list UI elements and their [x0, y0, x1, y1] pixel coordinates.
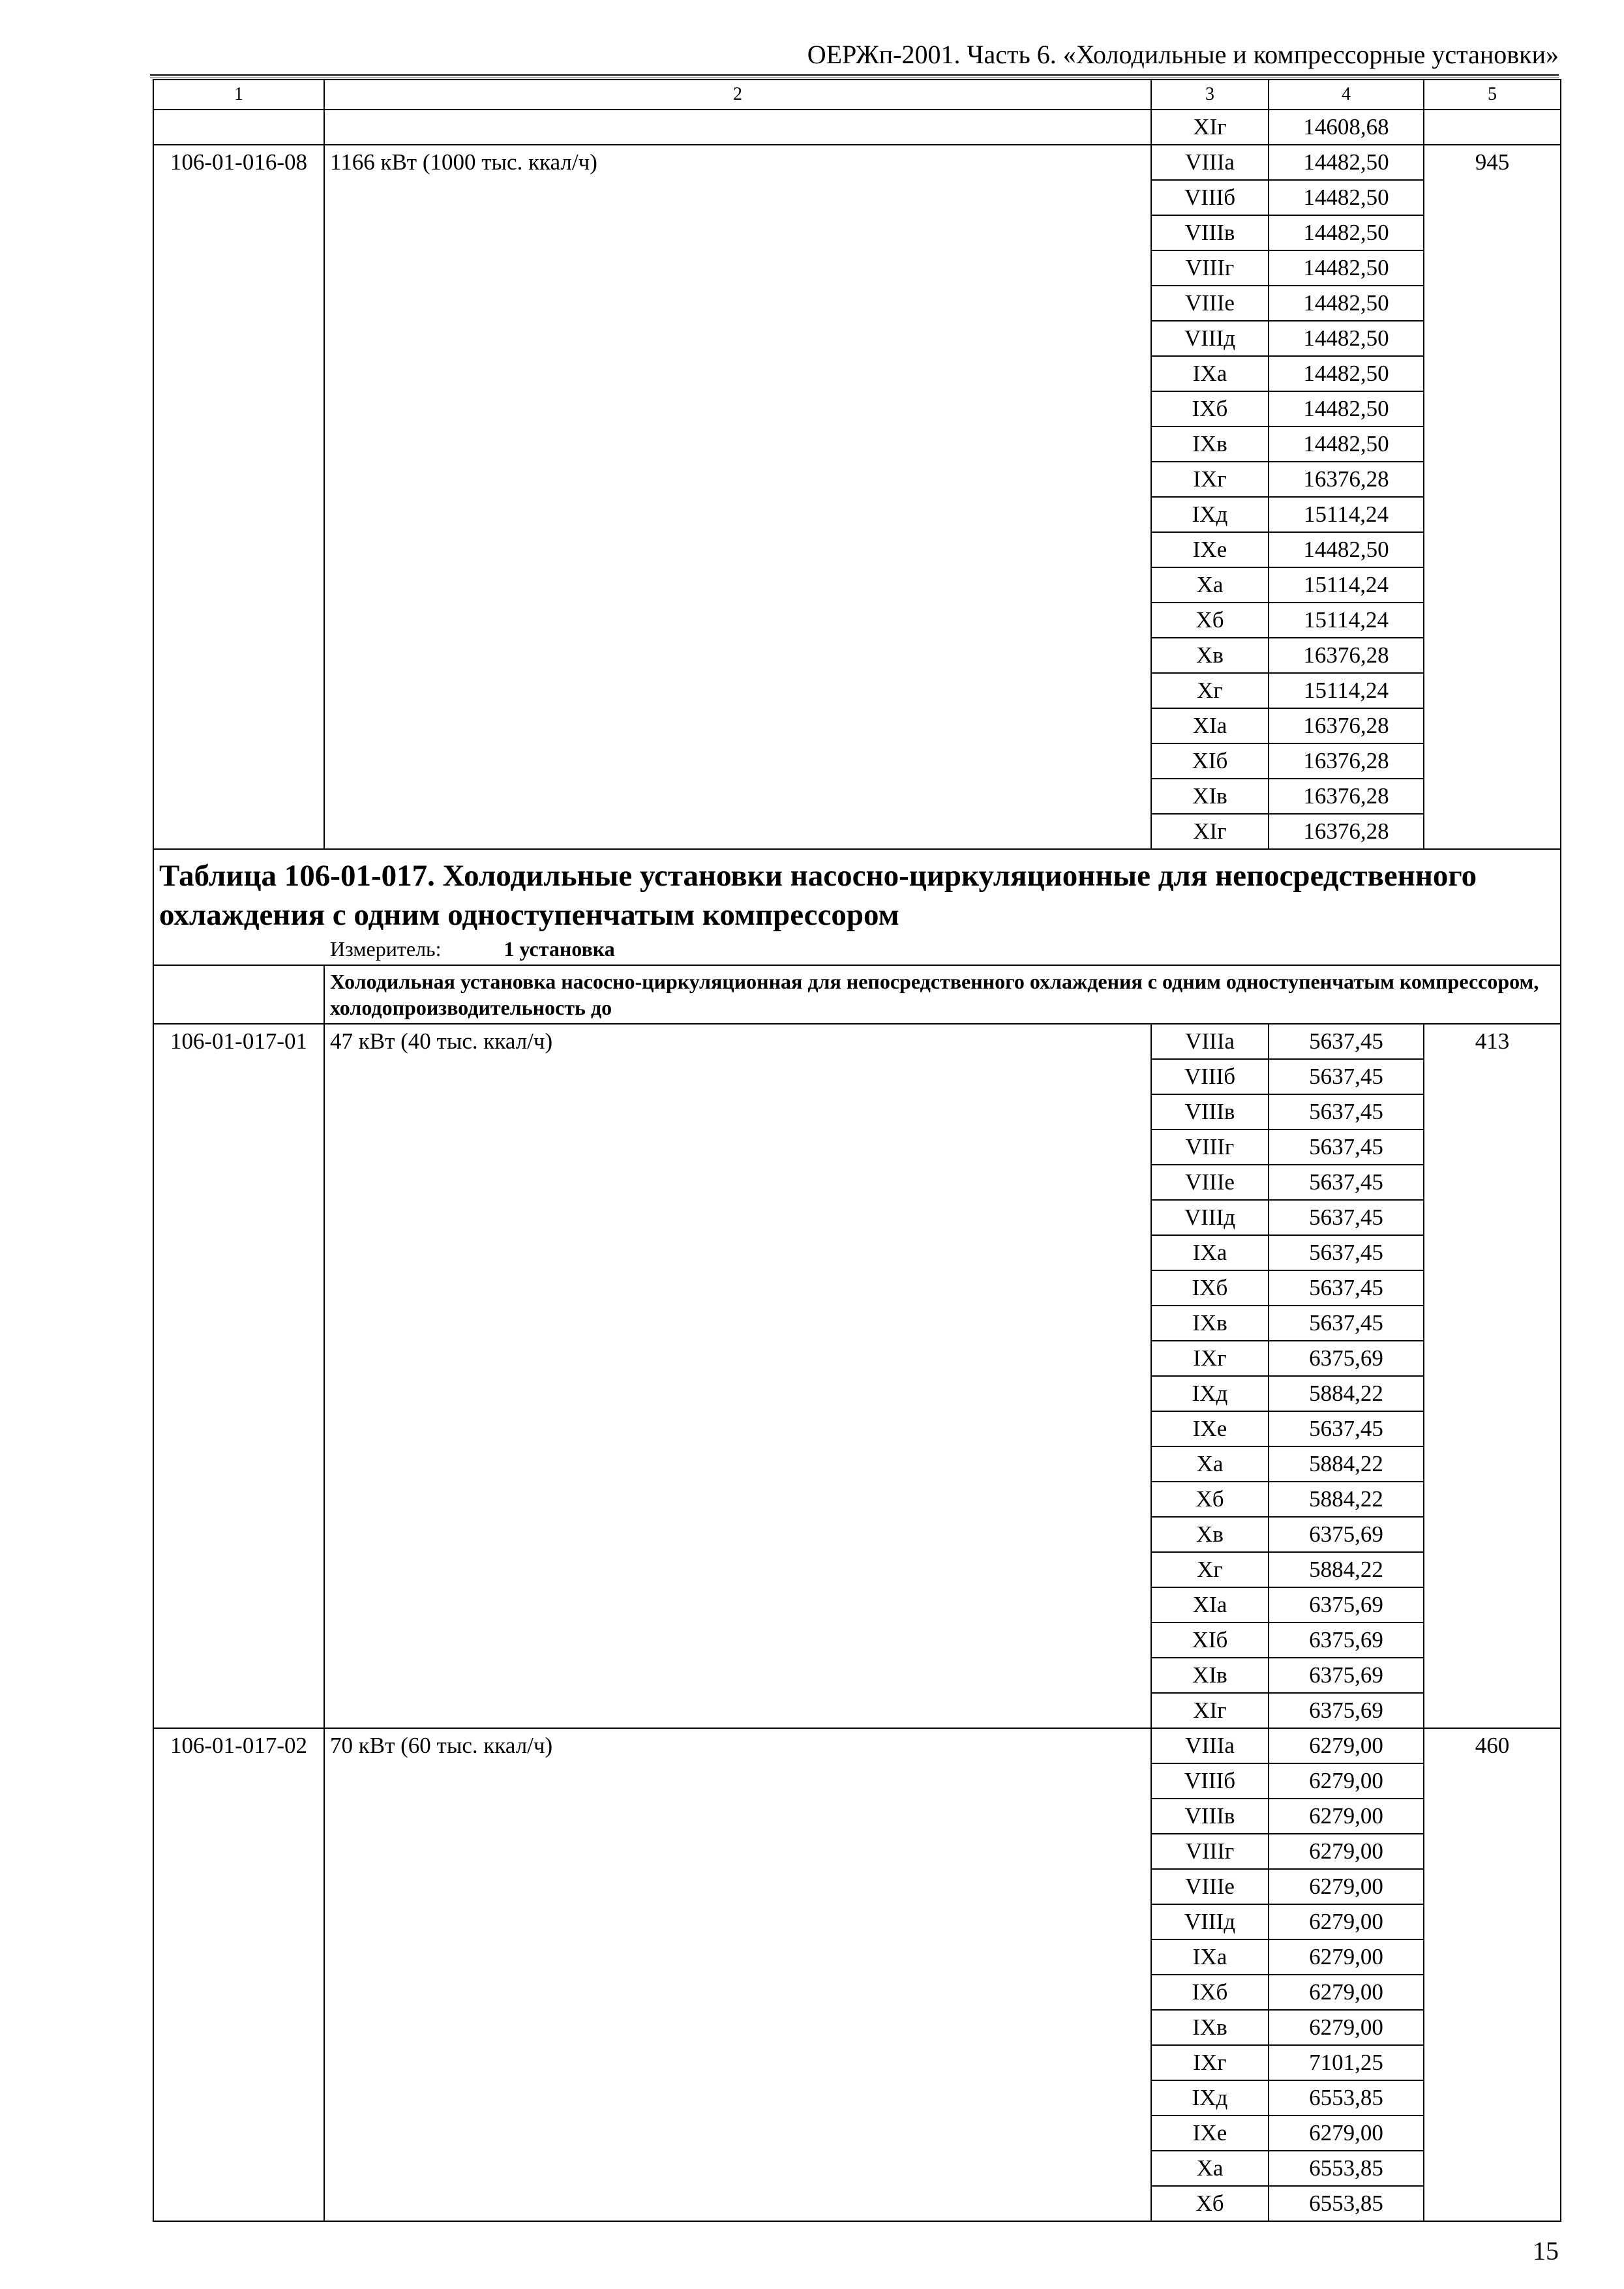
zone-cell: VIIIг: [1151, 1834, 1269, 1869]
price-cell: 15114,24: [1269, 567, 1424, 603]
zone-cell: IXа: [1151, 356, 1269, 391]
zone-cell: XIг: [1151, 110, 1269, 145]
column-number: 2: [324, 80, 1151, 110]
zone-cell: Xа: [1151, 567, 1269, 603]
price-cell: 14482,50: [1269, 356, 1424, 391]
measure-label: Измеритель:: [330, 937, 442, 961]
column-number: 4: [1269, 80, 1424, 110]
code-cell: [153, 110, 324, 145]
zone-cell: XIг: [1151, 814, 1269, 849]
price-cell: 6279,00: [1269, 1728, 1424, 1763]
name-cell: 1166 кВт (1000 тыс. ккал/ч): [324, 145, 1151, 849]
zone-cell: XIв: [1151, 779, 1269, 814]
labor-cell: 413: [1424, 1024, 1561, 1728]
name-cell: 70 кВт (60 тыс. ккал/ч): [324, 1728, 1151, 2221]
price-cell: 6375,69: [1269, 1658, 1424, 1693]
column-number: 5: [1424, 80, 1561, 110]
table-row: [153, 110, 1561, 145]
price-cell: 14482,50: [1269, 145, 1424, 180]
zone-cell: VIIIв: [1151, 1799, 1269, 1834]
price-cell: 14482,50: [1269, 215, 1424, 250]
price-cell: 14482,50: [1269, 250, 1424, 286]
labor-cell: 460: [1424, 1728, 1561, 2221]
zone-cell: Xб: [1151, 1482, 1269, 1517]
zone-cell: IXе: [1151, 1411, 1269, 1446]
price-cell: 5637,45: [1269, 1165, 1424, 1200]
zone-cell: IXа: [1151, 1235, 1269, 1270]
price-cell: 6279,00: [1269, 1763, 1424, 1799]
zone-cell: IXв: [1151, 1306, 1269, 1341]
price-cell: 6375,69: [1269, 1517, 1424, 1552]
zone-cell: XIб: [1151, 743, 1269, 779]
price-cell: 15114,24: [1269, 673, 1424, 708]
price-cell: 14482,50: [1269, 180, 1424, 215]
price-cell: 5884,22: [1269, 1376, 1424, 1411]
code-cell: 106-01-017-02: [153, 1728, 324, 2221]
table-row: [153, 1024, 1561, 1059]
zone-cell: VIIIа: [1151, 1728, 1269, 1763]
zone-cell: IXг: [1151, 462, 1269, 497]
name-cell: 47 кВт (40 тыс. ккал/ч): [324, 1024, 1151, 1728]
zone-cell: IXд: [1151, 1376, 1269, 1411]
price-cell: 6553,85: [1269, 2186, 1424, 2221]
zone-cell: XIв: [1151, 1658, 1269, 1693]
section-heading: Холодильная установка насосно-циркуляционная для непосредственного охлаждения с одним одноступенчатым компрессором, холодопроизводительность до: [324, 965, 1561, 1024]
measure-unit: 1 установка: [504, 937, 615, 961]
price-cell: 5884,22: [1269, 1446, 1424, 1482]
price-cell: 16376,28: [1269, 638, 1424, 673]
section-heading-spacer: [153, 965, 324, 1024]
price-cell: 5637,45: [1269, 1024, 1424, 1059]
price-cell: 14482,50: [1269, 391, 1424, 426]
price-cell: 16376,28: [1269, 462, 1424, 497]
zone-cell: XIа: [1151, 1587, 1269, 1623]
price-cell: 16376,28: [1269, 779, 1424, 814]
zone-cell: IXд: [1151, 2080, 1269, 2116]
price-cell: 5637,45: [1269, 1094, 1424, 1130]
name-cell: [324, 110, 1151, 145]
price-cell: 5884,22: [1269, 1552, 1424, 1587]
price-cell: 15114,24: [1269, 497, 1424, 532]
zone-cell: VIIIд: [1151, 1904, 1269, 1939]
price-cell: 6279,00: [1269, 1904, 1424, 1939]
table-title: Таблица 106-01-017. Холодильные установки насосно-циркуляционные для непосредственного охлаждения с одним одноступенчатым компрессором: [159, 859, 1477, 932]
price-cell: 6375,69: [1269, 1341, 1424, 1376]
zone-cell: IXе: [1151, 532, 1269, 567]
price-cell: 6279,00: [1269, 1939, 1424, 1975]
zone-cell: XIа: [1151, 708, 1269, 743]
zone-cell: VIIIд: [1151, 1200, 1269, 1235]
price-cell: 5884,22: [1269, 1482, 1424, 1517]
price-cell: 16376,28: [1269, 814, 1424, 849]
price-cell: 5637,45: [1269, 1411, 1424, 1446]
price-cell: 6375,69: [1269, 1693, 1424, 1728]
zone-cell: XIг: [1151, 1693, 1269, 1728]
price-cell: 5637,45: [1269, 1306, 1424, 1341]
price-cell: 16376,28: [1269, 743, 1424, 779]
table-heading-row: [153, 849, 1561, 965]
zone-cell: Xв: [1151, 1517, 1269, 1552]
zone-cell: IXа: [1151, 1939, 1269, 1975]
zone-cell: Xа: [1151, 1446, 1269, 1482]
zone-cell: VIIIб: [1151, 180, 1269, 215]
zone-cell: Xа: [1151, 2151, 1269, 2186]
labor-cell: 945: [1424, 145, 1561, 849]
header-rule: [150, 74, 1559, 76]
section-heading-row: [153, 965, 1561, 1024]
code-cell: 106-01-017-01: [153, 1024, 324, 1728]
zone-cell: VIIIв: [1151, 1094, 1269, 1130]
page-number: 15: [1533, 2236, 1559, 2266]
price-cell: 14482,50: [1269, 426, 1424, 462]
table-heading: [153, 849, 1561, 965]
zone-cell: VIIIе: [1151, 286, 1269, 321]
zone-cell: VIIIг: [1151, 250, 1269, 286]
price-cell: 15114,24: [1269, 603, 1424, 638]
zone-cell: VIIIг: [1151, 1130, 1269, 1165]
zone-cell: VIIIе: [1151, 1165, 1269, 1200]
price-cell: 5637,45: [1269, 1235, 1424, 1270]
price-cell: 14482,50: [1269, 532, 1424, 567]
price-cell: 6279,00: [1269, 1834, 1424, 1869]
price-cell: 6375,69: [1269, 1587, 1424, 1623]
table-row: [153, 1728, 1561, 1763]
zone-cell: Xг: [1151, 1552, 1269, 1587]
measure-line: [159, 936, 1555, 962]
price-cell: 6375,69: [1269, 1623, 1424, 1658]
zone-cell: VIIIе: [1151, 1869, 1269, 1904]
zone-cell: VIIIа: [1151, 145, 1269, 180]
zone-cell: IXб: [1151, 1975, 1269, 2010]
price-cell: 6279,00: [1269, 1799, 1424, 1834]
zone-cell: VIIIб: [1151, 1763, 1269, 1799]
code-cell: 106-01-016-08: [153, 145, 324, 849]
zone-cell: VIIIд: [1151, 321, 1269, 356]
zone-cell: Xв: [1151, 638, 1269, 673]
price-cell: 5637,45: [1269, 1270, 1424, 1306]
column-number: 1: [153, 80, 324, 110]
price-cell: 5637,45: [1269, 1130, 1424, 1165]
labor-cell: [1424, 110, 1561, 145]
rates-table: [153, 79, 1561, 2222]
price-cell: 14608,68: [1269, 110, 1424, 145]
price-cell: 6279,00: [1269, 2116, 1424, 2151]
price-cell: 14482,50: [1269, 286, 1424, 321]
column-number: 3: [1151, 80, 1269, 110]
price-cell: 6553,85: [1269, 2080, 1424, 2116]
zone-cell: XIб: [1151, 1623, 1269, 1658]
column-number-row: [153, 80, 1561, 110]
price-cell: 6279,00: [1269, 1869, 1424, 1904]
price-cell: 7101,25: [1269, 2045, 1424, 2080]
zone-cell: Xб: [1151, 2186, 1269, 2221]
zone-cell: IXд: [1151, 497, 1269, 532]
zone-cell: VIIIа: [1151, 1024, 1269, 1059]
price-cell: 5637,45: [1269, 1059, 1424, 1094]
zone-cell: IXг: [1151, 2045, 1269, 2080]
price-cell: 14482,50: [1269, 321, 1424, 356]
zone-cell: IXг: [1151, 1341, 1269, 1376]
zone-cell: IXв: [1151, 426, 1269, 462]
price-cell: 6279,00: [1269, 1975, 1424, 2010]
price-cell: 16376,28: [1269, 708, 1424, 743]
table-row: [153, 145, 1561, 180]
price-cell: 6279,00: [1269, 2010, 1424, 2045]
zone-cell: IXе: [1151, 2116, 1269, 2151]
zone-cell: IXб: [1151, 1270, 1269, 1306]
zone-cell: VIIIв: [1151, 215, 1269, 250]
price-cell: 6553,85: [1269, 2151, 1424, 2186]
zone-cell: IXб: [1151, 391, 1269, 426]
zone-cell: IXв: [1151, 2010, 1269, 2045]
running-header: ОЕРЖп-2001. Часть 6. «Холодильные и компрессорные установки»: [807, 40, 1559, 69]
zone-cell: VIIIб: [1151, 1059, 1269, 1094]
price-cell: 5637,45: [1269, 1200, 1424, 1235]
zone-cell: Xг: [1151, 673, 1269, 708]
zone-cell: Xб: [1151, 603, 1269, 638]
